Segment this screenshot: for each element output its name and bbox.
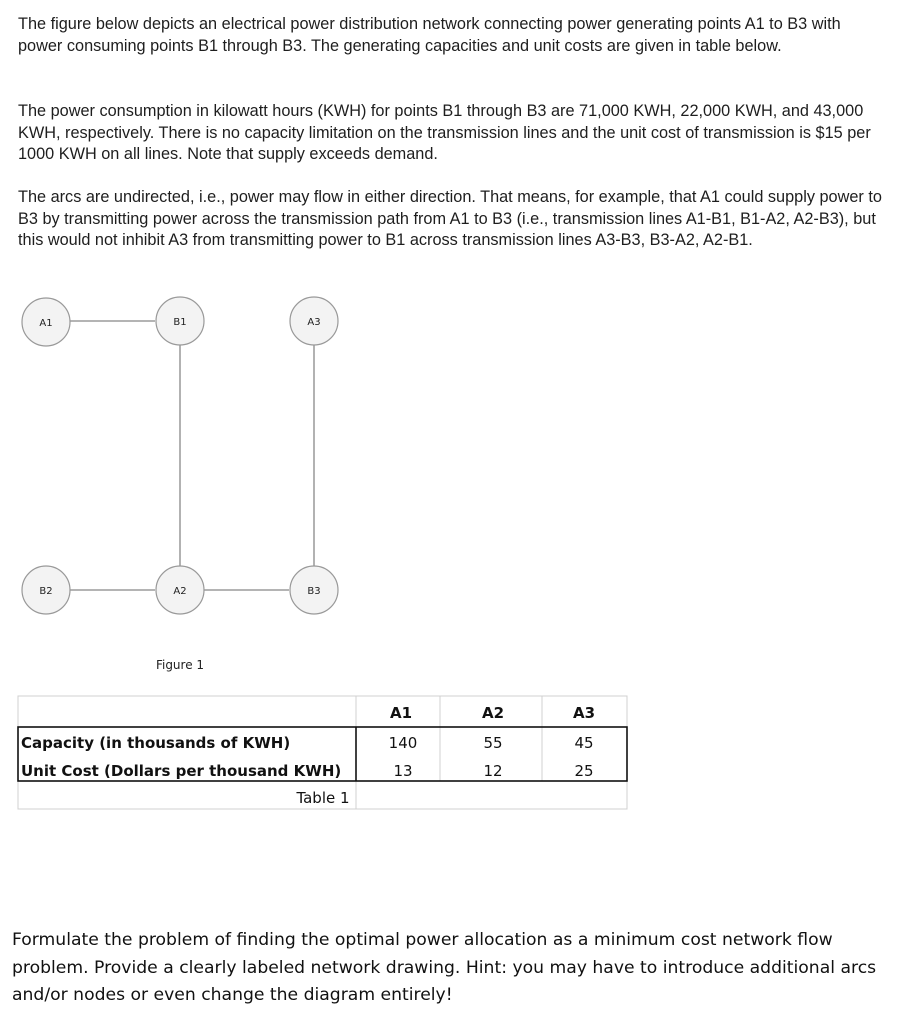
figure-caption: Figure 1 (155, 658, 205, 672)
row-label-unit-cost: Unit Cost (Dollars per thousand KWH) (21, 762, 342, 780)
cell-cost-a1: 13 (393, 762, 413, 780)
node-label-a2: A2 (173, 586, 187, 597)
cell-capacity-a1: 140 (388, 734, 418, 752)
network-node-b3 (290, 566, 338, 614)
cell-cost-a2: 12 (483, 762, 503, 780)
col-header-a2: A2 (481, 704, 505, 722)
node-label-b1: B1 (173, 317, 187, 328)
arcs-paragraph: The arcs are undirected, i.e., power may flow in either direction. That means, for example, that A1 could supply power to B3 by transmitting power across the transmission path from A1 to B3 (i.e., transmission lines A1-B1, B1-A2, A2-B3), but this would not inhibit A3 from transmitting power to B1 across transmission lines A3-B3, B3-A2, A2-B1. (18, 188, 882, 249)
node-label-a1: A1 (39, 318, 53, 329)
network-node-a1 (22, 298, 70, 346)
node-label-b3: B3 (307, 586, 321, 597)
col-header-a1: A1 (389, 704, 413, 722)
intro-paragraph: The figure below depicts an electrical power distribution network connecting power generating points A1 to B3 with power consuming points B1 through B3. The generating capacities and unit costs are given in table below. (18, 15, 841, 55)
network-node-b2 (22, 566, 70, 614)
cell-cost-a3: 25 (574, 762, 594, 780)
demand-paragraph: The power consumption in kilowatt hours (KWH) for points B1 through B3 are 71,000 KWH, 22,000 KWH, and 43,000 KWH, respectively. There is no capacity limitation on the transmission lines and the unit cost of transmission is $15 per 1000 KWH on all lines. Note that supply exceeds demand. (18, 102, 871, 163)
node-label-b2: B2 (39, 586, 53, 597)
cell-capacity-a2: 55 (483, 734, 503, 752)
cell-capacity-a3: 45 (574, 734, 594, 752)
network-node-a2 (156, 566, 204, 614)
cost-table (18, 696, 627, 809)
node-label-a3: A3 (307, 317, 321, 328)
network-node-a3 (290, 297, 338, 345)
row-label-capacity: Capacity (in thousands of KWH) (21, 734, 291, 752)
network-node-b1 (156, 297, 204, 345)
table-caption: Table 1 (296, 789, 350, 807)
network-edges (70, 321, 314, 590)
question-text: Formulate the problem of finding the optimal power allocation as a minimum cost network flow problem. Provide a clearly labeled network drawing. Hint: you may have to introduce additional arcs and/or nodes or even change the diagram entirely! (12, 930, 877, 1005)
col-header-a3: A3 (572, 704, 596, 722)
